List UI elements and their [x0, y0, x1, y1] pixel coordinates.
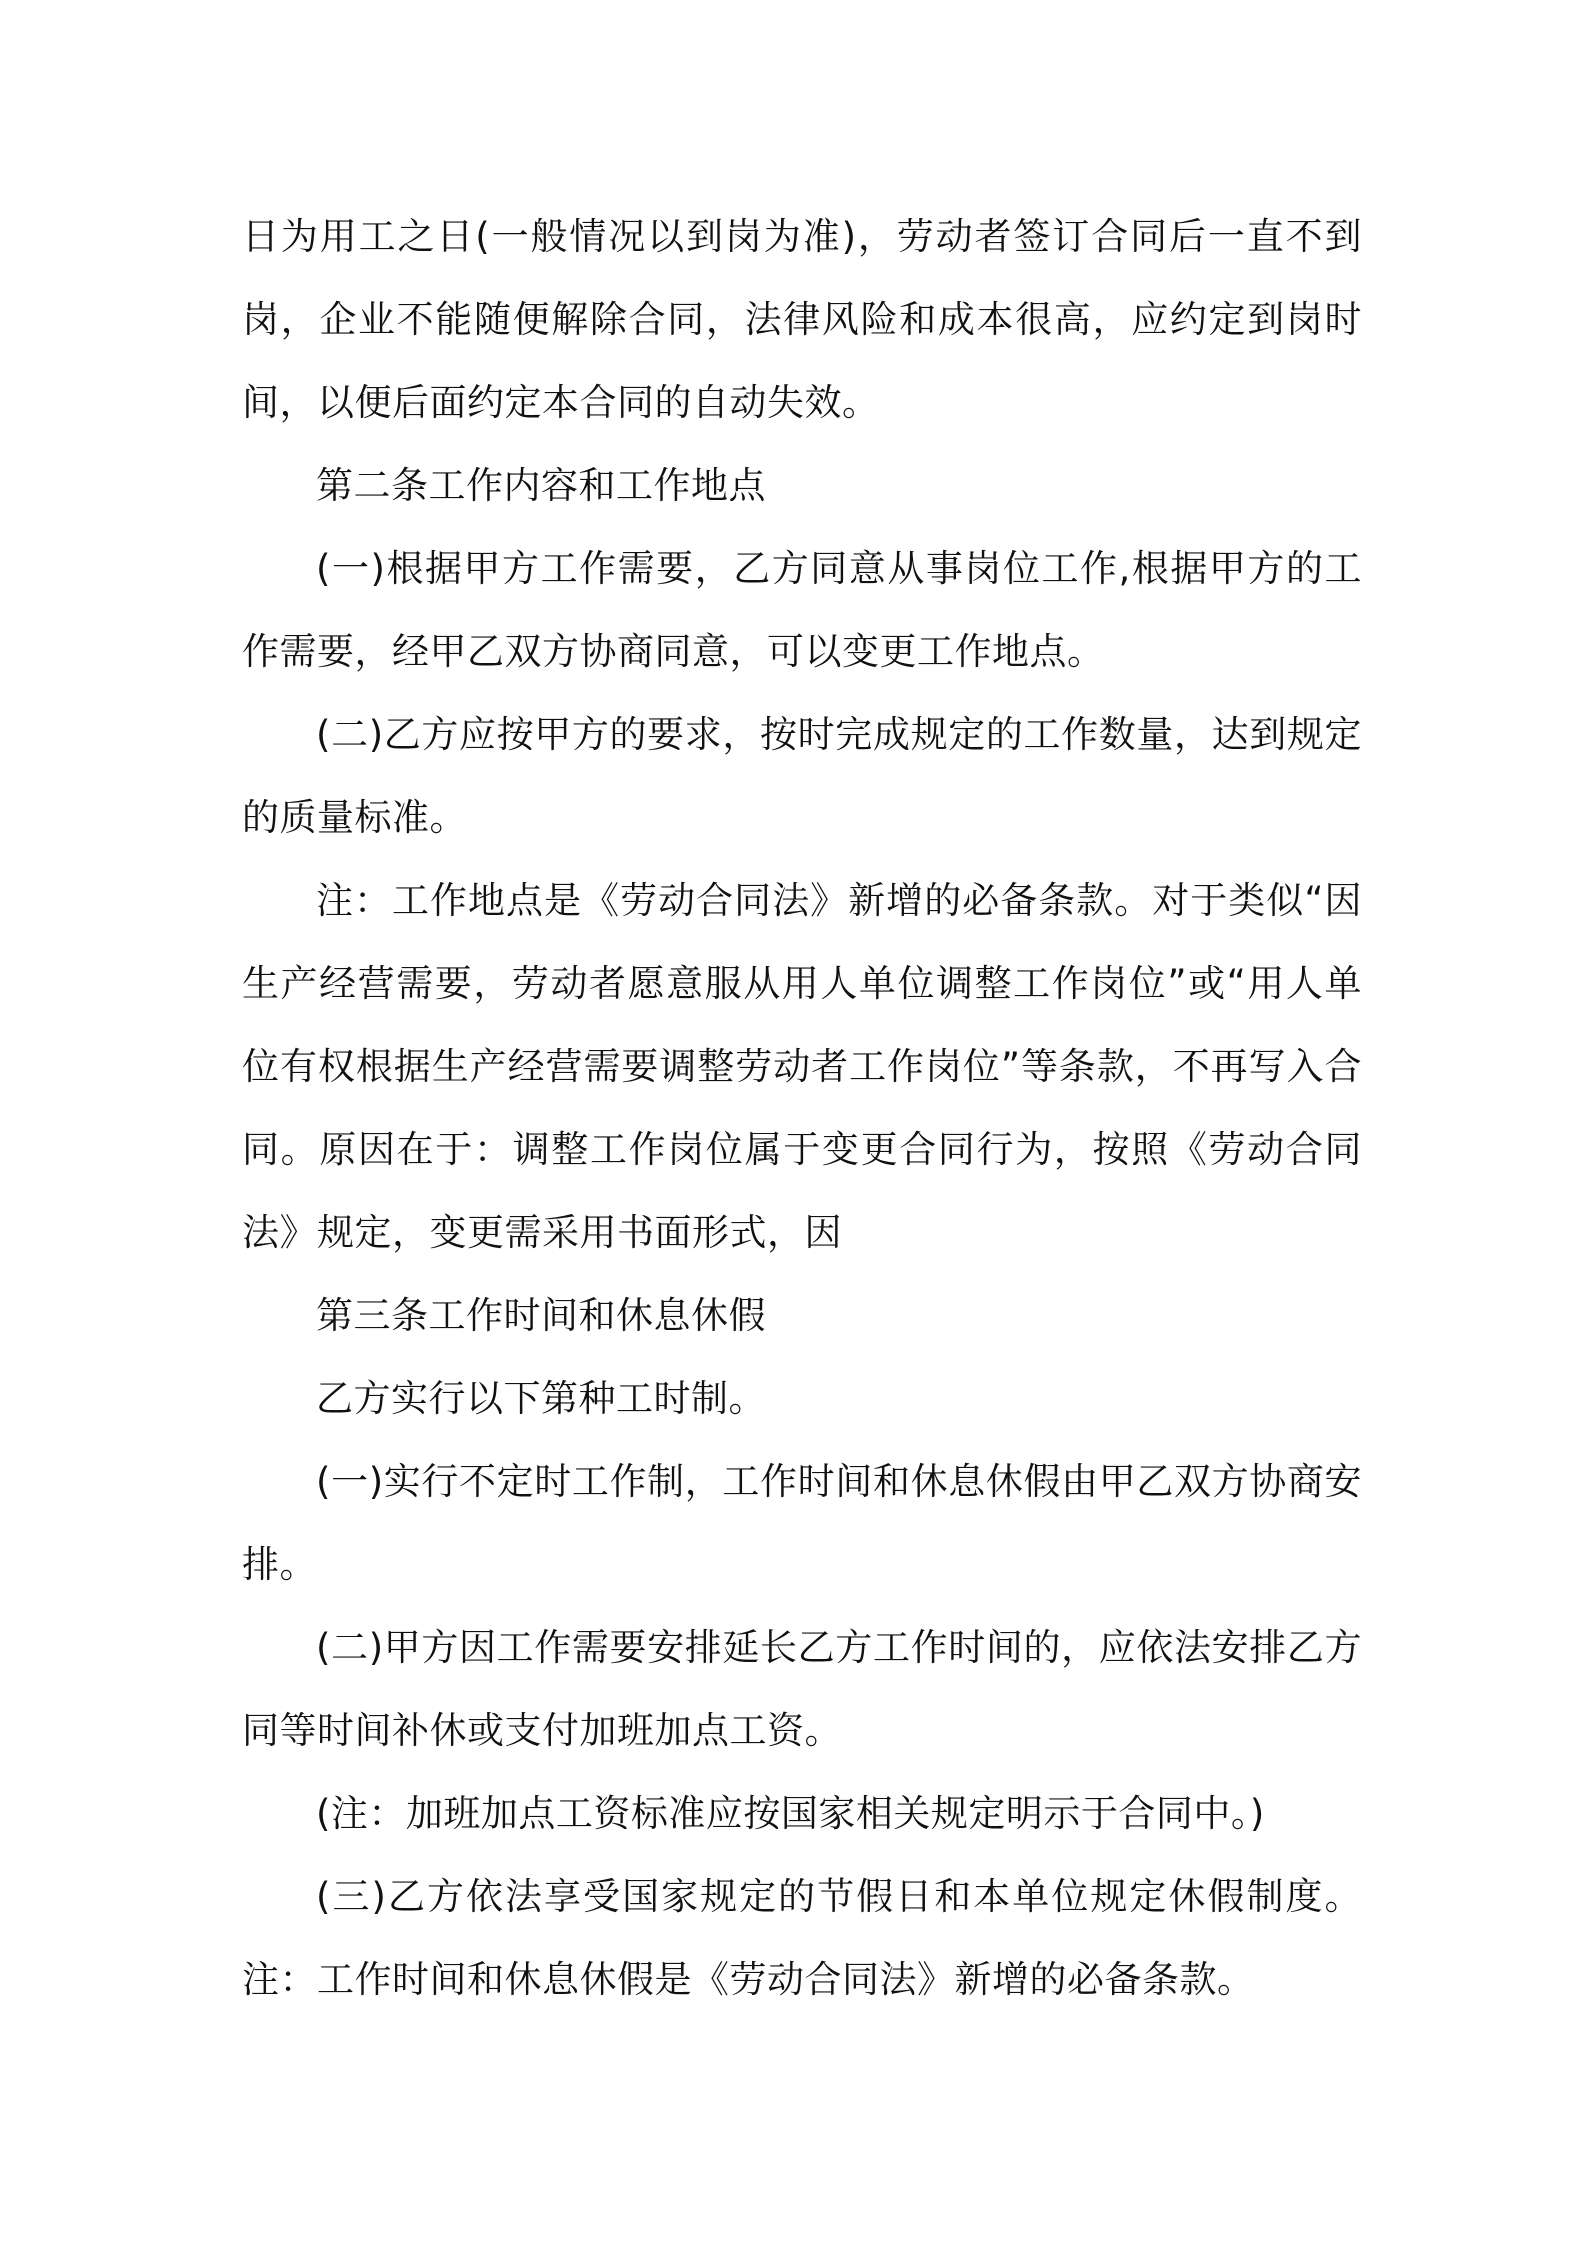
article-3-clause-3: (三)乙方依法享受国家规定的节假日和本单位规定休假制度。注：工作时间和休息休假是《劳动合同法》新增的必备条款。 — [242, 1875, 1362, 2001]
article-2-clause-2: (二)乙方应按甲方的要求，按时完成规定的工作数量，达到规定的质量标准。 — [242, 713, 1362, 839]
article-3-heading: 第三条工作时间和休息休假 — [316, 1294, 766, 1337]
paragraph-continuation: 日为用工之日(一般情况以到岗为准)，劳动者签订合同后一直不到岗，企业不能随便解除合同，法律风险和成本很高，应约定到岗时间，以便后面约定本合同的自动失效。 — [242, 215, 1362, 424]
document-body — [242, 195, 1362, 2021]
article-3-intro: 乙方实行以下第种工时制。 — [316, 1377, 766, 1420]
article-3-note: (注：加班加点工资标准应按国家相关规定明示于合同中。) — [316, 1792, 1265, 1835]
article-2-heading: 第二条工作内容和工作地点 — [316, 464, 766, 507]
article-3-clause-1: (一)实行不定时工作制，工作时间和休息休假由甲乙双方协商安排。 — [242, 1460, 1362, 1586]
article-2-clause-1: (一)根据甲方工作需要，乙方同意从事岗位工作,根据甲方的工作需要，经甲乙双方协商同意，可以变更工作地点。 — [242, 547, 1362, 673]
article-3-clause-2: (二)甲方因工作需要安排延长乙方工作时间的，应依法安排乙方同等时间补休或支付加班加点工资。 — [242, 1626, 1362, 1752]
article-2-note: 注：工作地点是《劳动合同法》新增的必备条款。对于类似“因生产经营需要，劳动者愿意服从用人单位调整工作岗位”或“用人单位有权根据生产经营需要调整劳动者工作岗位”等条款，不再写入合同。原因在于：调整工作岗位属于变更合同行为，按照《劳动合同法》规定，变更需采用书面形式，因 — [242, 879, 1362, 1254]
